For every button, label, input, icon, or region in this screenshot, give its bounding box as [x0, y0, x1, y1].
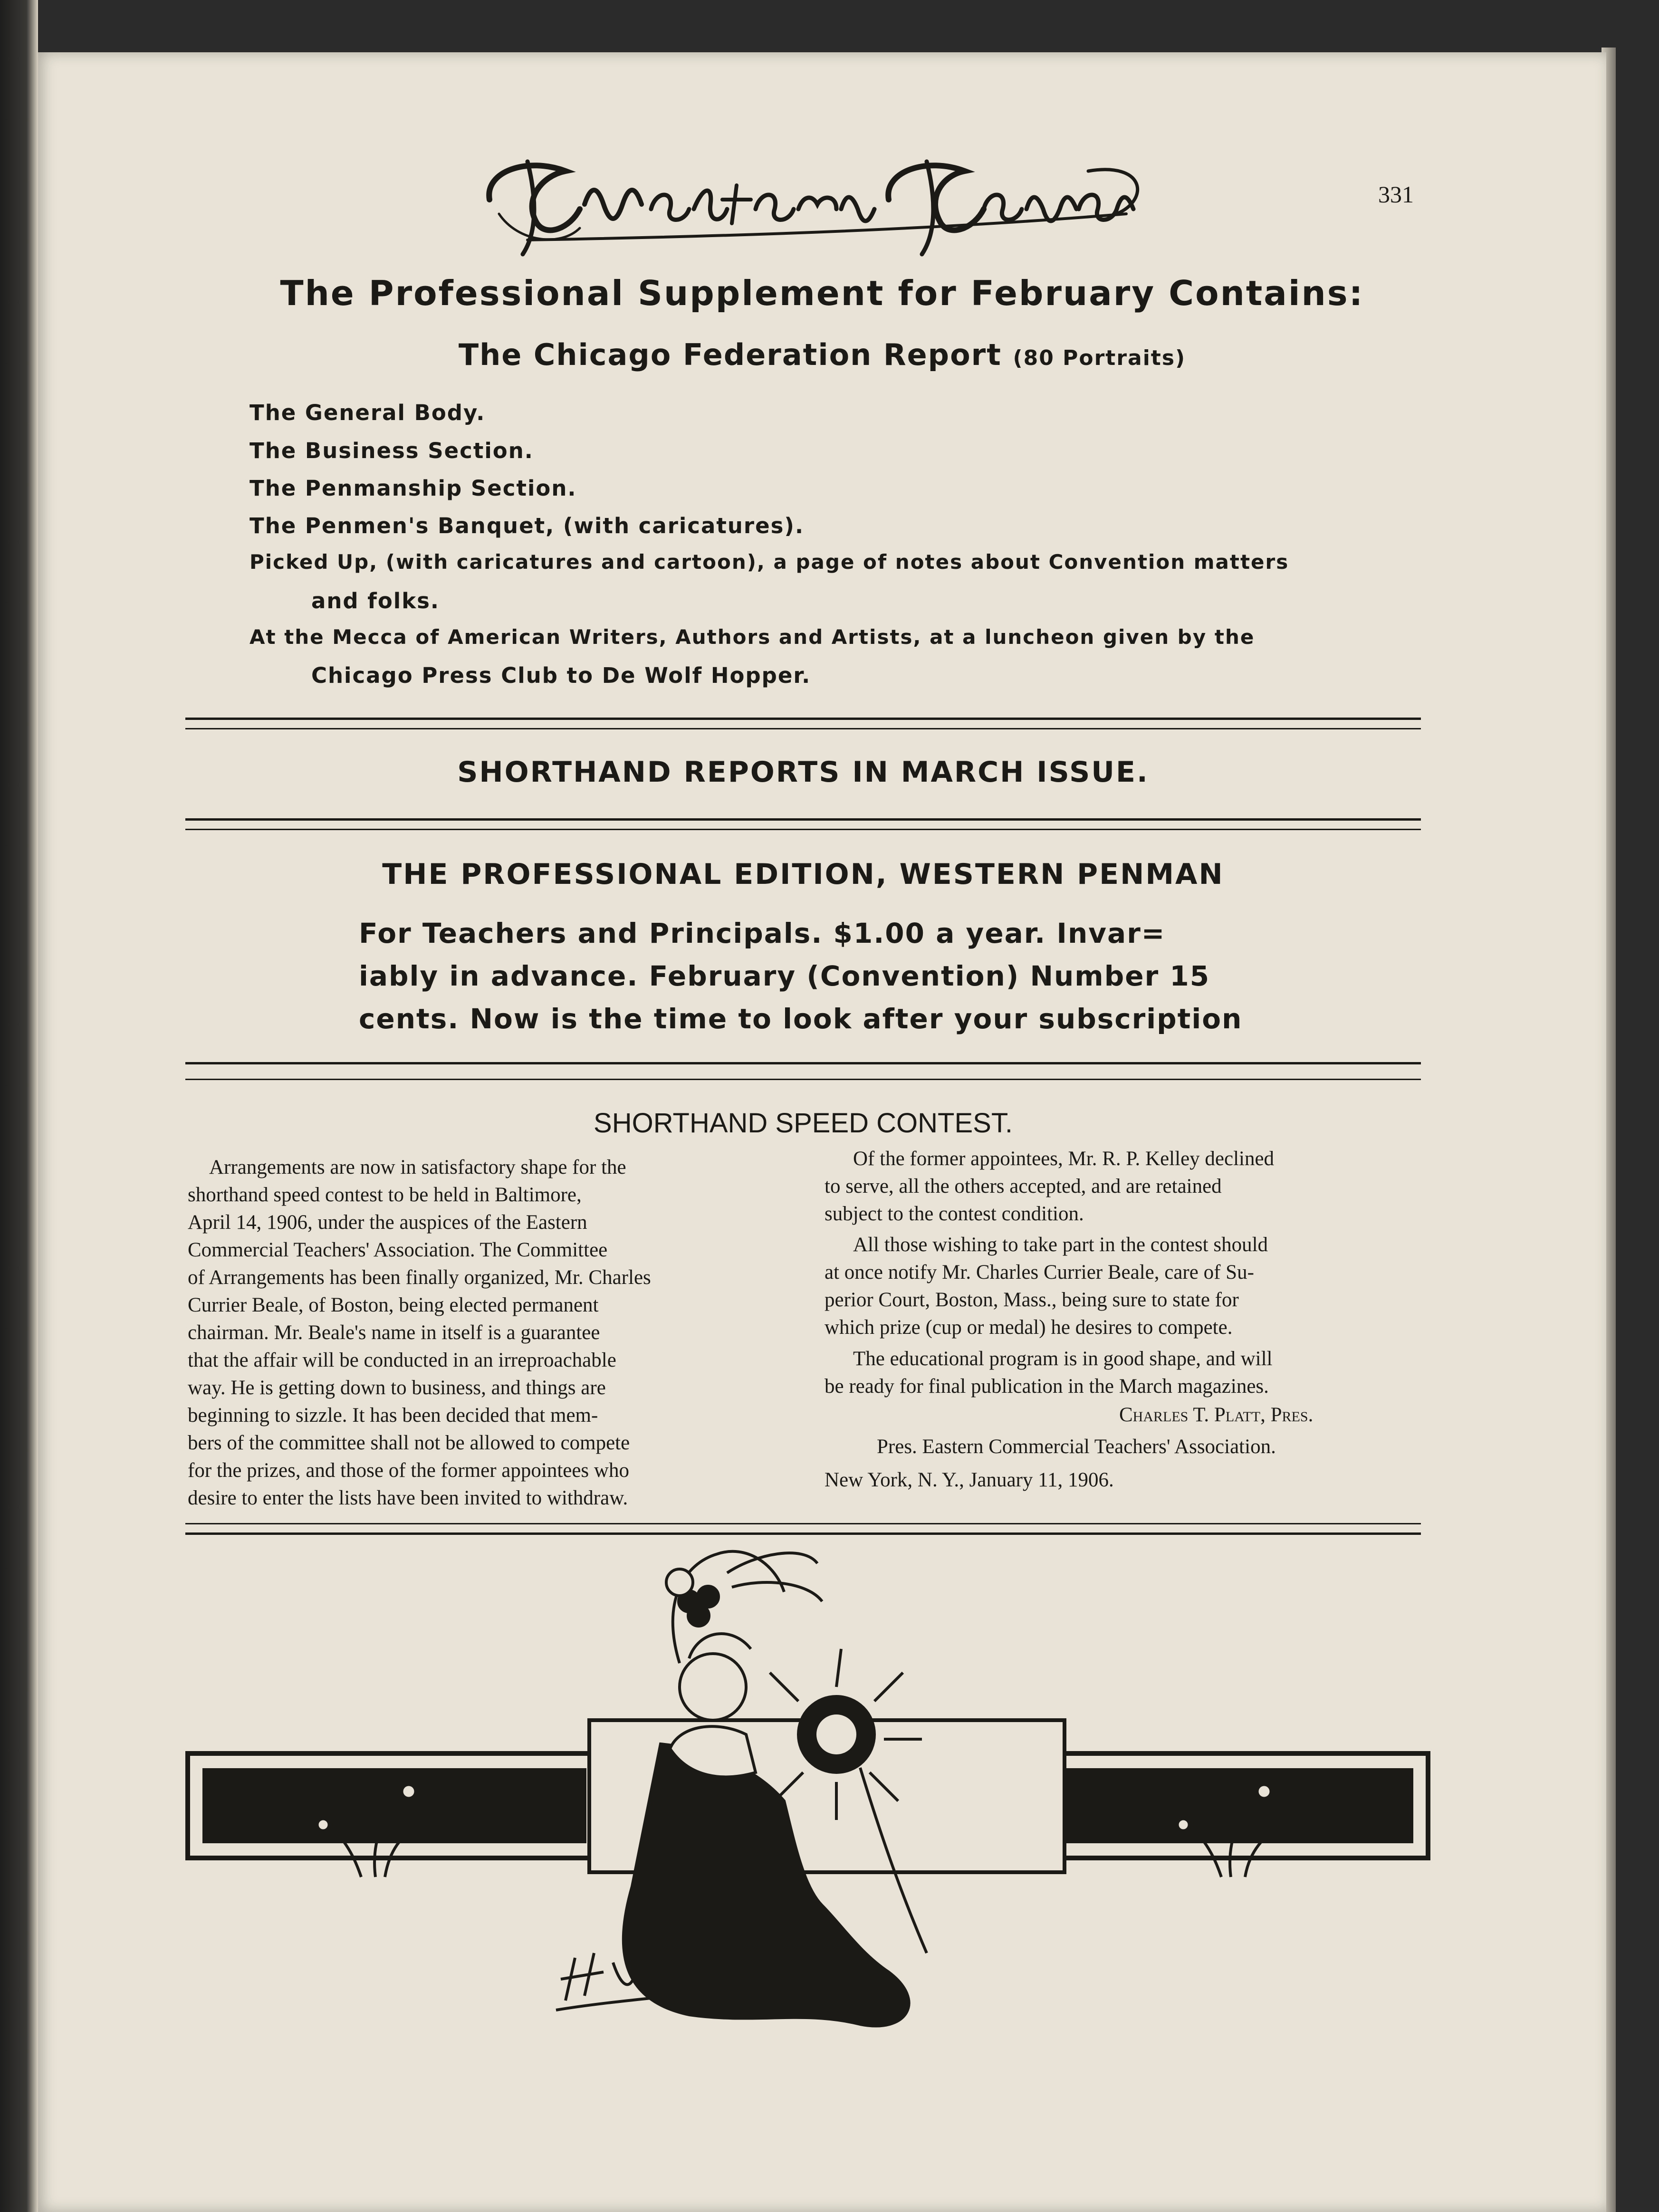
left-column-line: Commercial Teachers' Association. The Committee: [188, 1239, 608, 1261]
left-column-line: chairman. Mr. Beale's name in itself is a guarantee: [188, 1321, 600, 1344]
supplement-heading: The Professional Supplement for February Contains:: [280, 273, 1364, 313]
supplement-item: Picked Up, (with caricatures and cartoon), a page of notes about Convention matters: [249, 550, 1289, 574]
left-column-line: for the prizes, and those of the former appointees who: [188, 1459, 629, 1482]
left-column-line: bers of the committee shall not be allowed to compete: [188, 1432, 630, 1454]
supplement-item: Chicago Press Club to De Wolf Hopper.: [311, 663, 811, 688]
left-column-line: beginning to sizzle. It has been decided that mem-: [188, 1404, 598, 1427]
divider-rule: [185, 1523, 1421, 1524]
decorative-illustration: [185, 1544, 1430, 2091]
divider-rule: [185, 1079, 1421, 1080]
report-title-line: [181, 337, 1464, 372]
left-column-line: way. He is getting down to business, and things are: [188, 1377, 606, 1399]
left-column-line: desire to enter the lists have been invited to withdraw.: [188, 1487, 628, 1509]
supplement-item: The General Body.: [249, 400, 486, 425]
edition-title: THE PROFESSIONAL EDITION, WESTERN PENMAN: [382, 858, 1224, 891]
supplement-item: The Penmanship Section.: [249, 476, 577, 501]
book-spine: [0, 0, 38, 2212]
right-column-line: The educational program is in good shape, and will: [853, 1348, 1273, 1370]
divider-rule: [185, 718, 1421, 720]
supplement-item: and folks.: [311, 588, 440, 613]
supplement-item: The Penmen's Banquet, (with caricatures).: [249, 513, 805, 538]
left-column-line: April 14, 1906, under the auspices of the Eastern: [188, 1211, 587, 1234]
left-column-line: Arrangements are now in satisfactory shape for the: [209, 1156, 626, 1178]
contest-title: SHORTHAND SPEED CONTEST.: [594, 1108, 1013, 1139]
divider-rule: [185, 818, 1421, 821]
edition-line: For Teachers and Principals. $1.00 a year. Invar=: [359, 917, 1166, 949]
right-column-line: All those wishing to take part in the contest should: [853, 1234, 1268, 1256]
left-column-line: of Arrangements has been finally organized, Mr. Charles: [188, 1266, 651, 1289]
divider-rule: [185, 728, 1421, 729]
right-column-line: Of the former appointees, Mr. R. P. Kelley declined: [853, 1148, 1275, 1170]
report-note: (80 Portraits): [1013, 346, 1186, 370]
contest-signature-title: Pres. Eastern Commercial Teachers' Association.: [877, 1436, 1276, 1458]
right-column-line: subject to the contest condition.: [825, 1203, 1084, 1225]
contest-signature: Charles T. Platt, Pres.: [1119, 1404, 1314, 1426]
edition-line: cents. Now is the time to look after your subscription: [359, 1003, 1243, 1035]
right-column-line: perior Court, Boston, Mass., being sure to state for: [825, 1289, 1239, 1311]
page-number: 331: [1378, 181, 1414, 208]
masthead-logo: [470, 143, 1150, 266]
left-column-line: shorthand speed contest to be held in Baltimore,: [188, 1184, 582, 1206]
right-column-line: at once notify Mr. Charles Currier Beale, care of Su-: [825, 1261, 1254, 1283]
divider-rule: [185, 1062, 1421, 1064]
divider-rule: [185, 1532, 1421, 1535]
divider-rule: [185, 829, 1421, 830]
edition-line: iably in advance. February (Convention) Number 15: [359, 960, 1210, 992]
left-column-line: Currier Beale, of Boston, being elected permanent: [188, 1294, 599, 1316]
contest-dateline: New York, N. Y., January 11, 1906.: [825, 1469, 1114, 1491]
right-column-line: which prize (cup or medal) he desires to compete.: [825, 1316, 1233, 1339]
right-column-line: to serve, all the others accepted, and are retained: [825, 1175, 1222, 1197]
supplement-item: At the Mecca of American Writers, Authors and Artists, at a luncheon given by the: [249, 625, 1255, 649]
shorthand-notice: SHORTHAND REPORTS IN MARCH ISSUE.: [457, 756, 1149, 789]
report-title: The Chicago Federation Report: [458, 337, 1002, 372]
left-column-line: that the affair will be conducted in an irreproachable: [188, 1349, 616, 1371]
right-column-line: be ready for final publication in the March magazines.: [825, 1375, 1269, 1398]
supplement-item: The Business Section.: [249, 438, 534, 463]
